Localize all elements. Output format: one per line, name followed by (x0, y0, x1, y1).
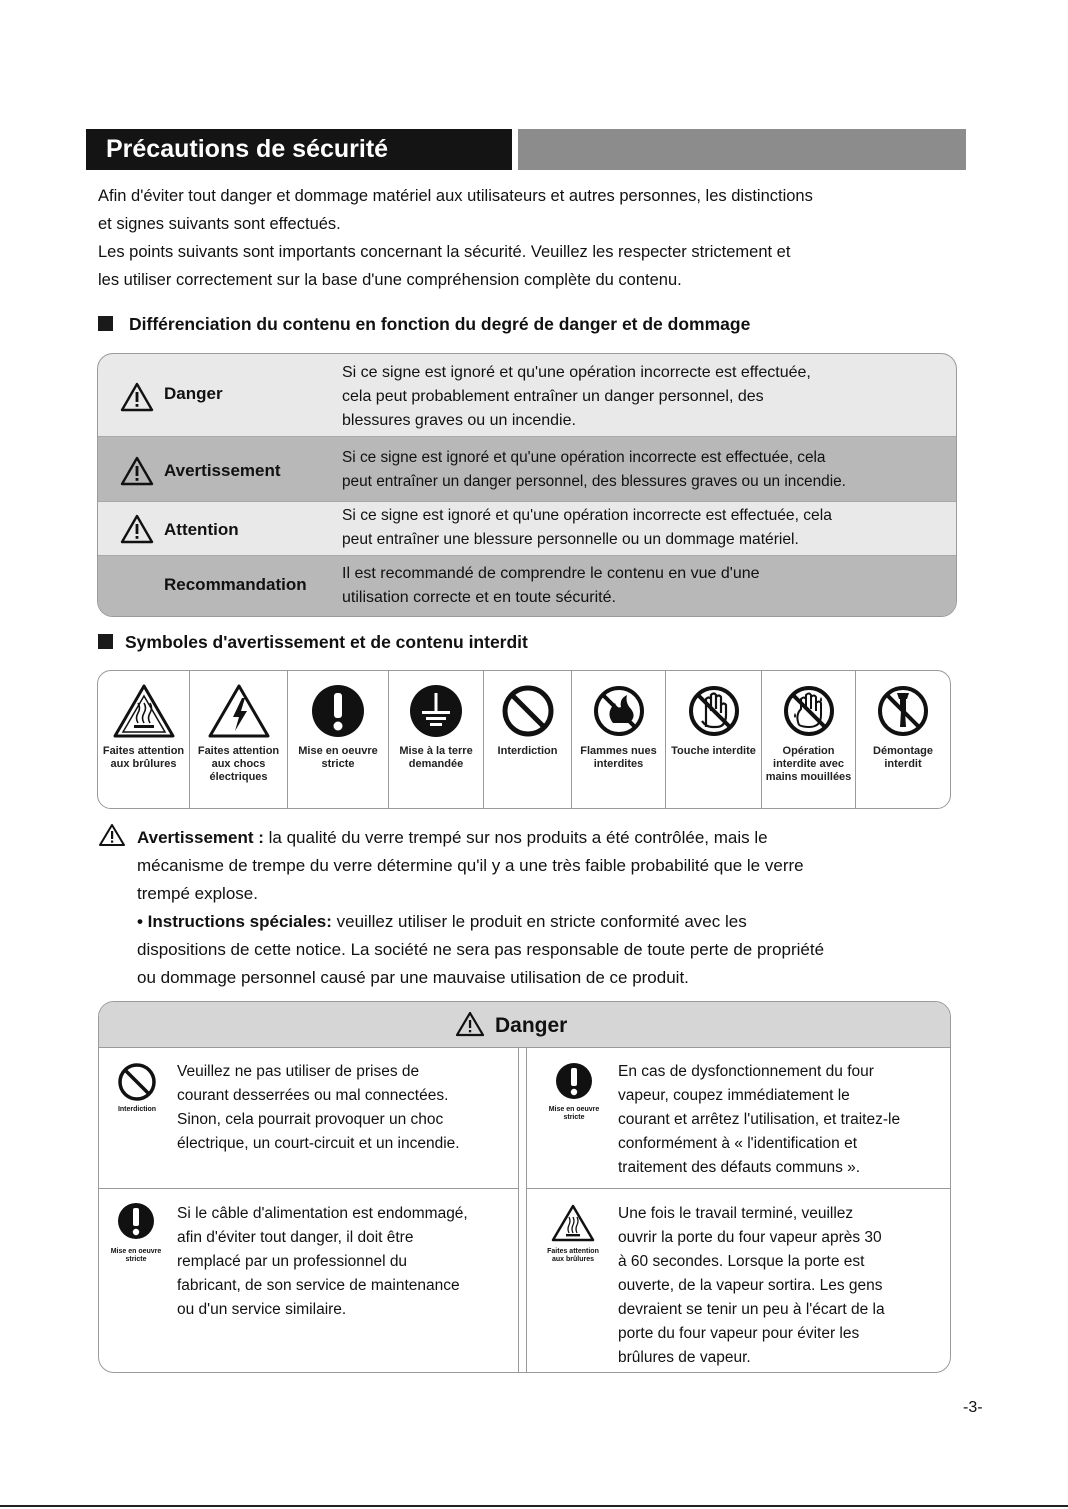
icon-caption: Mise en oeuvre stricte (548, 1106, 600, 1121)
level-row-danger (98, 354, 956, 437)
warning-triangle-icon (120, 382, 154, 412)
warning-triangle-icon (120, 514, 154, 544)
row-divider (99, 1188, 518, 1189)
symbol-cell (762, 671, 856, 808)
description-line: peut entraîner un danger personnel, des blessures graves ou un incendie. (342, 473, 846, 490)
symbol-caption: Démontage interdit (873, 745, 933, 770)
symbol-caption: Flammes nues interdites (580, 745, 657, 770)
warning-line (137, 824, 967, 852)
no-wet-hands-icon (781, 683, 837, 739)
instruction-line: brûlures de vapeur. (618, 1349, 751, 1366)
instruction-line: électrique, un court-circuit et un incendie. (177, 1135, 460, 1152)
instruction-line: Si le câble d'alimentation est endommagé, (177, 1205, 468, 1222)
hot-surface-warning-icon (112, 683, 176, 739)
instruction-line: courant desserrées ou mal connectées. (177, 1087, 449, 1104)
description-line: Si ce signe est ignoré et qu'une opération incorrecte est effectuée, cela (342, 449, 826, 466)
level-description (342, 361, 946, 433)
level-row-attention (98, 502, 956, 556)
prohibition-icon (500, 683, 556, 739)
intro-line: Afin d'éviter tout danger et dommage matériel aux utilisateurs et autres personnes, les distinctions (98, 187, 813, 205)
symbol-caption: Faites attention aux chocs électriques (197, 745, 280, 783)
intro-paragraph-2 (98, 238, 978, 294)
icon-caption: Faites attention aux brûlures (547, 1248, 599, 1263)
symbol-cell (288, 671, 389, 808)
description-line: Si ce signe est ignoré et qu'une opération incorrecte est effectuée, cela (342, 507, 832, 524)
danger-instruction (177, 1060, 460, 1156)
intro-line: et signes suivants sont effectués. (98, 215, 341, 233)
instruction-line: Veuillez ne pas utiliser de prises de (177, 1063, 420, 1080)
danger-instruction (177, 1202, 468, 1322)
icon-caption: Interdiction (117, 1106, 157, 1113)
page-title: Précautions de sécurité (86, 129, 512, 170)
level-name: Avertissement (164, 461, 281, 480)
symbol-cell (666, 671, 762, 808)
electric-shock-warning-icon (207, 683, 271, 739)
mandatory-action-icon (310, 683, 366, 739)
section-heading-levels (98, 312, 750, 336)
special-instructions-label: • Instructions spéciales: (137, 912, 332, 931)
special-instructions-line (137, 908, 967, 936)
row-divider (527, 1188, 950, 1189)
description-line: peut entraîner une blessure personnelle ou un dommage matériel. (342, 531, 799, 548)
symbol-cell (572, 671, 666, 808)
instruction-line: devraient se tenir un peu à l'écart de la (618, 1301, 885, 1318)
symbol-caption: Mise à la terre demandée (399, 745, 473, 770)
danger-instruction (618, 1060, 900, 1180)
intro-paragraph-1 (98, 182, 978, 238)
symbol-caption: Interdiction (497, 745, 558, 757)
instruction-line: afin d'éviter tout danger, il doit être (177, 1229, 414, 1246)
warning-line: trempé explose. (137, 884, 258, 903)
warning-triangle-icon (455, 1011, 485, 1037)
column-divider (518, 1047, 527, 1372)
danger-instruction (618, 1202, 885, 1370)
symbol-caption: Touche interdite (671, 745, 756, 757)
instruction-line: ouvrir la porte du four vapeur après 30 (618, 1229, 882, 1246)
danger-box (98, 1001, 951, 1373)
icon-caption: Mise en oeuvre stricte (110, 1248, 162, 1263)
instruction-line: ou d'un service similaire. (177, 1301, 347, 1318)
instruction-line: à 60 secondes. Lorsque la porte est (618, 1253, 865, 1270)
instruction-line: En cas de dysfonctionnement du four (618, 1063, 874, 1080)
level-description (342, 504, 946, 552)
symbol-caption: Faites attention aux brûlures (102, 745, 185, 770)
description-line: Il est recommandé de comprendre le contenu en vue d'une (342, 565, 760, 582)
level-row-avertissement (98, 437, 956, 502)
instruction-line: courant et arrêtez l'utilisation, et traitez-le (618, 1111, 901, 1128)
special-instructions-line: dispositions de cette notice. La société ne sera pas responsable de toute perte de propriété (137, 940, 825, 959)
mandatory-action-icon (117, 1202, 155, 1240)
symbol-cell (484, 671, 572, 808)
level-name: Attention (164, 520, 239, 539)
hot-surface-warning-icon (551, 1204, 595, 1242)
header-bar (518, 129, 966, 170)
level-description (342, 562, 946, 610)
description-line: utilisation correcte et en toute sécurité. (342, 589, 616, 606)
level-name: Recommandation (164, 575, 307, 594)
symbol-cell (856, 671, 950, 808)
danger-box-header (99, 1002, 950, 1048)
section-title: Symboles d'avertissement et de contenu interdit (125, 632, 528, 652)
instruction-line: remplacé par un professionnel du (177, 1253, 408, 1270)
instruction-line: traitement des défauts communs ». (618, 1159, 861, 1176)
mandatory-action-icon (555, 1062, 593, 1100)
description-line: blessures graves ou un incendie. (342, 412, 576, 429)
no-disassembly-icon (875, 683, 931, 739)
danger-levels-table (97, 353, 957, 617)
instruction-line: vapeur, coupez immédiatement le (618, 1087, 850, 1104)
intro-line: Les points suivants sont importants concernant la sécurité. Veuillez les respecter strictement et (98, 243, 791, 261)
description-line: Si ce signe est ignoré et qu'une opération incorrecte est effectuée, (342, 364, 811, 381)
level-description (342, 446, 946, 494)
instruction-line: ouverte, de la vapeur sortira. Les gens (618, 1277, 883, 1294)
no-touch-icon (686, 683, 742, 739)
warning-triangle-icon (120, 456, 154, 486)
intro-line: les utiliser correctement sur la base d'une compréhension complète du contenu. (98, 271, 682, 289)
instruction-line: Sinon, cela pourrait provoquer un choc (177, 1111, 444, 1128)
section-title: Différenciation du contenu en fonction du degré de danger et de dommage (129, 314, 751, 334)
section-heading-symbols (98, 630, 528, 654)
prohibition-icon (117, 1062, 157, 1102)
page-number: -3- (963, 1399, 983, 1416)
bottom-rule (0, 1505, 1068, 1507)
no-open-flame-icon (591, 683, 647, 739)
danger-box-title: Danger (495, 1014, 568, 1037)
symbol-cell (98, 671, 190, 808)
ground-required-icon (408, 683, 464, 739)
symbols-table (97, 670, 951, 809)
warning-label: Avertissement : (137, 828, 264, 847)
symbol-cell (389, 671, 484, 808)
warning-triangle-icon (98, 823, 126, 847)
instruction-line: Une fois le travail terminé, veuillez (618, 1205, 854, 1222)
bullet-square-icon (98, 634, 113, 649)
warning-text: la qualité du verre trempé sur nos produits a été contrôlée, mais le (263, 828, 768, 847)
special-instructions-line: ou dommage personnel causé par une mauvaise utilisation de ce produit. (137, 968, 689, 987)
instruction-line: fabricant, de son service de maintenance (177, 1277, 460, 1294)
level-row-recommandation (98, 556, 956, 616)
level-name: Danger (164, 384, 223, 403)
description-line: cela peut probablement entraîner un danger personnel, des (342, 388, 764, 405)
warning-line: mécanisme de trempe du verre détermine qu'il y a une très faible probabilité que le verre (137, 856, 804, 875)
symbol-caption: Mise en oeuvre stricte (298, 745, 378, 770)
instruction-line: conformément à « l'identification et (618, 1135, 858, 1152)
symbol-caption: Opération interdite avec mains mouillées (765, 745, 852, 783)
instruction-line: porte du four vapeur pour éviter les (618, 1325, 860, 1342)
special-instructions-text: veuillez utiliser le produit en stricte conformité avec les (331, 912, 747, 931)
bullet-square-icon (98, 316, 113, 331)
tempered-glass-warning (137, 824, 967, 992)
symbol-cell (190, 671, 288, 808)
